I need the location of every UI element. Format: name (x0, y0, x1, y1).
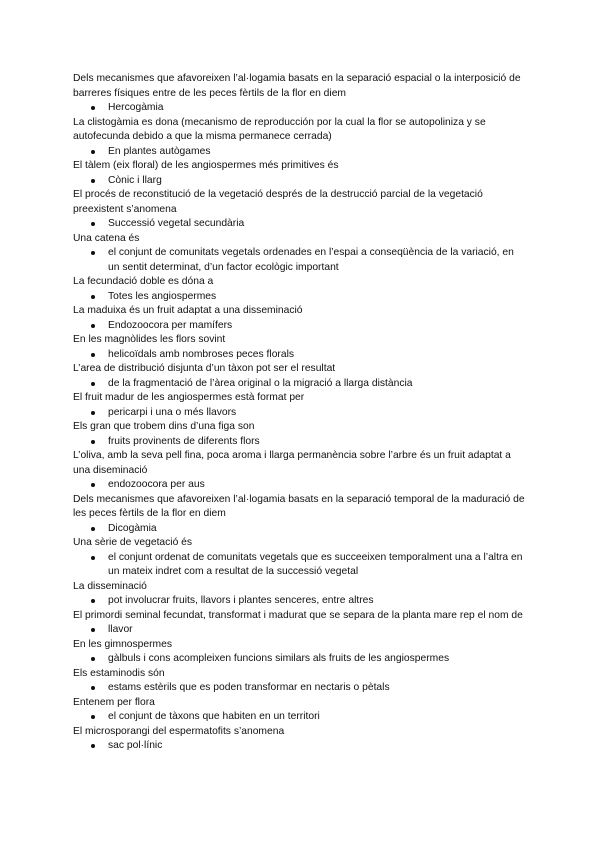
answer-item (73, 739, 528, 754)
bullet-icon (91, 353, 95, 357)
answer-text: Successió vegetal secundària (108, 218, 245, 229)
bullet-icon (91, 440, 95, 444)
answer-item (73, 101, 528, 116)
question-text: Dels mecanismes que afavoreixen l’al·logamia basats en la separació temporal de la maduració de les peces fèrtils de la flor en diem (73, 493, 525, 519)
question-text: L’area de distribució disjunta d’un tàxon pot ser el resultat (73, 363, 336, 374)
answer-text: Cònic i llarg (108, 174, 162, 186)
answer-item (73, 594, 528, 609)
bullet-icon (91, 295, 95, 299)
question-text: El procés de reconstitució de la vegetació després de la destrucció parcial de la vegetació preexistent s’anomena (73, 189, 483, 215)
answer-text: pot involucrar fruits, llavors i plantes senceres, entre altres (108, 595, 374, 606)
answer-item (73, 290, 528, 305)
bullet-icon (91, 628, 95, 632)
answer-text: sac pol·línic (108, 740, 163, 751)
bullet-icon (91, 556, 95, 560)
question-text: La disseminació (73, 580, 147, 592)
question-text: En les magnòlides les flors sovint (73, 334, 226, 345)
answer-item (73, 681, 528, 696)
answer-item (73, 478, 528, 493)
answer-text: helicoïdals amb nombroses peces florals (108, 348, 295, 360)
answer-text: el conjunt ordenat de comunitats vegetals que es succeeixen temporalment una a l’altra en un mateix indret com a resultat de la successió vegetal (108, 551, 523, 577)
answer-text: Hercogàmia (108, 102, 164, 113)
answer-text: endozoocora per aus (108, 479, 205, 490)
question-text: L’oliva, amb la seva pell fina, poca aroma i llarga permanència sobre l’arbre és un fruit adaptat a una diseminació (73, 450, 511, 476)
answer-text: Totes les angiospermes (108, 290, 217, 302)
answer-text: Endozoocora per mamífers (108, 319, 233, 331)
question-text: Els estaminodis són (73, 667, 165, 679)
bullet-icon (91, 324, 95, 328)
question-text: Dels mecanismes que afavoreixen l’al·logamia basats en la separació espacial o la interposició de barreres físiques entre de les peces fèrtils de la flor en diem (73, 73, 521, 99)
answer-item (73, 348, 528, 363)
bullet-icon (91, 686, 95, 690)
question-text: Una sèrie de vegetació és (73, 537, 193, 548)
answer-item (73, 710, 528, 725)
bullet-icon (91, 527, 95, 531)
bullet-icon (91, 150, 95, 154)
answer-text: pericarpi i una o més llavors (108, 406, 237, 418)
question-text: El microsporangi del espermatofits s’anomena (73, 725, 285, 737)
bullet-icon (91, 657, 95, 661)
answer-text: Dicogàmia (108, 522, 157, 534)
answer-item (73, 377, 528, 392)
answer-item (73, 551, 528, 580)
answer-text: llavor (108, 624, 133, 635)
answer-text: el conjunt de tàxons que habiten en un territori (108, 711, 320, 722)
bullet-icon (91, 599, 95, 603)
answer-item (73, 623, 528, 638)
question-text: La clistogàmia es dona (mecanismo de reproducción por la cual la flor se autopoliniza y se autofecunda debido a que la misma permanece cerrada) (73, 116, 486, 142)
bullet-icon (91, 251, 95, 255)
answer-item (73, 246, 528, 275)
question-text: En les gimnospermes (73, 638, 173, 650)
bullet-icon (91, 179, 95, 183)
question-text: El fruit madur de les angiospermes està format per (73, 392, 305, 403)
answer-item (73, 217, 528, 232)
bullet-icon (91, 106, 95, 110)
question-text: Entenem per flora (73, 696, 155, 708)
bullet-icon (91, 222, 95, 226)
question-text: La fecundació doble es dóna a (73, 276, 214, 287)
bullet-icon (91, 411, 95, 415)
answer-item (73, 319, 528, 334)
answer-text: En plantes autògames (108, 145, 211, 157)
question-list (73, 72, 528, 754)
bullet-icon (91, 382, 95, 386)
answer-item (73, 435, 528, 450)
answer-text: fruits provinents de diferents flors (108, 435, 260, 447)
question-text: El primordi seminal fecundat, transformat i madurat que se separa de la planta mare rep el nom de (73, 609, 523, 621)
question-text: Una catena és (73, 232, 140, 244)
question-text: La maduixa és un fruit adaptat a una disseminació (73, 305, 303, 316)
question-text: Els gran que trobem dins d’una figa son (73, 421, 255, 432)
answer-item (73, 406, 528, 421)
answer-item (73, 174, 528, 189)
bullet-icon (91, 483, 95, 487)
bullet-icon (91, 715, 95, 719)
answer-text: de la fragmentació de l’àrea original o la migració a llarga distància (108, 377, 413, 389)
question-text: El tàlem (eix floral) de les angiospermes més primitives és (73, 160, 339, 171)
answer-item (73, 652, 528, 667)
answer-item (73, 145, 528, 160)
answer-text: gàlbuls i cons acompleixen funcions similars als fruits de les angiospermes (108, 653, 450, 664)
bullet-icon (91, 744, 95, 748)
answer-text: el conjunt de comunitats vegetals ordenades en l’espai a conseqüència de la variació, en un sentit determinat, d’un factor ecològic important (108, 247, 514, 273)
answer-item (73, 522, 528, 537)
answer-text: estams estèrils que es poden transformar en nectaris o pètals (108, 682, 390, 693)
